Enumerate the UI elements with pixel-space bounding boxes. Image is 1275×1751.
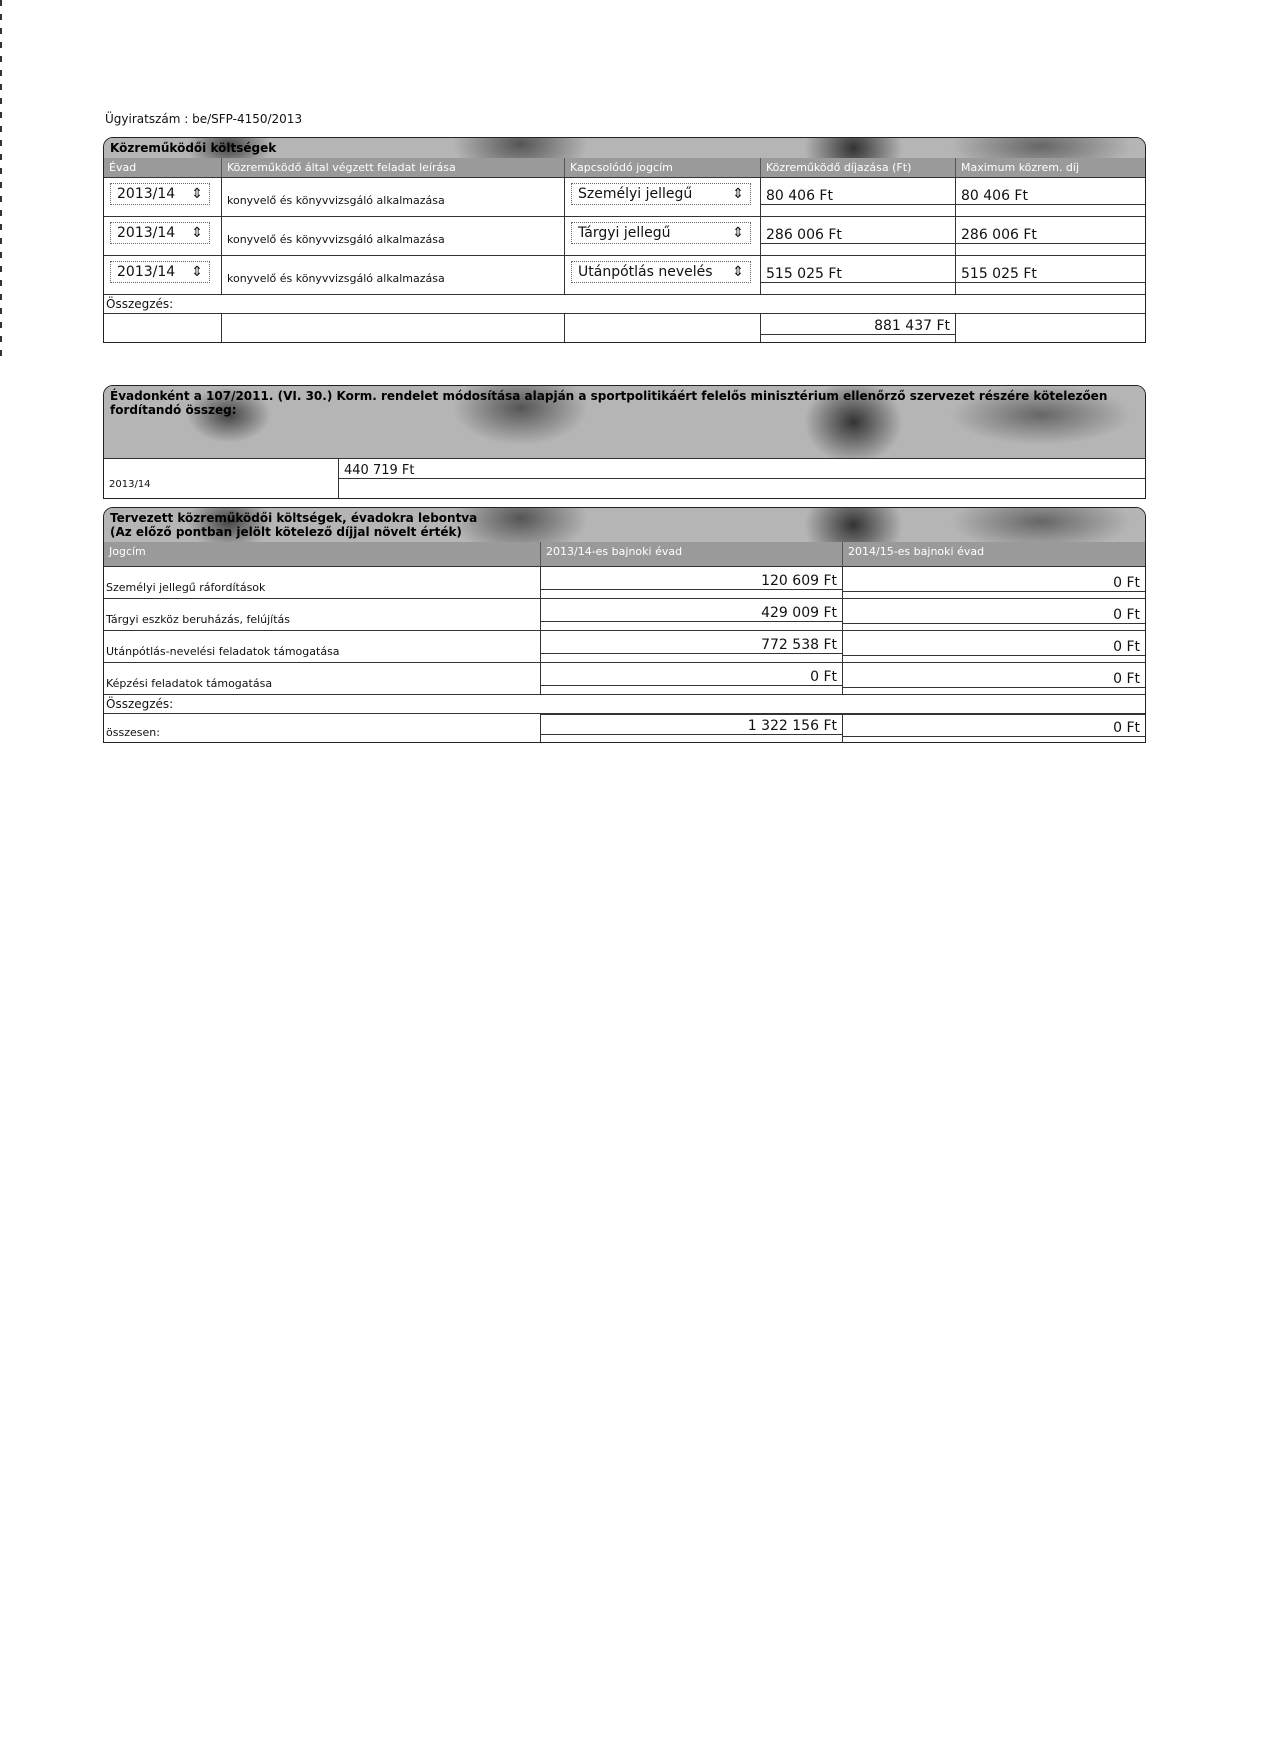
task-description: konyvelő és könyvvizsgáló alkalmazása [222, 256, 565, 294]
section-title: Közreműködői költségek [104, 138, 1145, 158]
season-2-value[interactable]: 0 Ft [843, 575, 1145, 592]
col-season-1: 2013/14-es bajnoki évad [541, 542, 843, 566]
col-fee: Közreműködő díjazása (Ft) [761, 158, 956, 177]
category-label: Utánpótlás-nevelési feladatok támogatása [104, 631, 541, 662]
fee-total: 881 437 Ft [761, 318, 955, 335]
season-2-value[interactable]: 0 Ft [843, 639, 1145, 656]
season-1-value[interactable]: 429 009 Ft [541, 605, 842, 622]
contributor-costs-panel [103, 137, 1146, 343]
table-row [104, 177, 1145, 216]
col-max: Maximum közrem. díj [961, 161, 1080, 174]
max-fee: 286 006 Ft [956, 227, 1145, 244]
category-label: Képzési feladatok támogatása [104, 663, 541, 694]
total-season-1: 1 322 156 Ft [541, 718, 842, 735]
fee-input[interactable]: 515 025 Ft [761, 266, 955, 283]
title-line-2: (Az előző pontban jelölt kötelező díjjal növelt érték) [110, 525, 462, 539]
mandatory-amount-panel [103, 385, 1146, 499]
season-label: 2013/14 [104, 459, 339, 499]
spinner-icon: ⇕ [191, 186, 203, 202]
spinner-icon: ⇕ [732, 186, 744, 202]
category-label: Személyi jellegű ráfordítások [104, 567, 541, 598]
season-select[interactable]: 2013/14 ⇕ [110, 261, 210, 283]
col-category: Kapcsolódó jogcím [565, 158, 761, 177]
mandatory-amount: 440 719 Ft [339, 463, 1145, 479]
column-headers [104, 542, 1145, 566]
summary-label: Összegzés: [104, 294, 1145, 313]
table-row [104, 216, 1145, 255]
total-season-2: 0 Ft [843, 720, 1145, 737]
col-season-2: 2014/15-es bajnoki évad [848, 545, 985, 558]
col-task: Közreműködő által végzett feladat leírása [222, 158, 565, 177]
max-fee: 515 025 Ft [956, 266, 1145, 283]
season-2-value[interactable]: 0 Ft [843, 671, 1145, 688]
max-fee: 80 406 Ft [956, 188, 1145, 205]
spinner-icon: ⇕ [191, 225, 203, 241]
summary-row [104, 313, 1145, 342]
season-1-value[interactable]: 772 538 Ft [541, 637, 842, 654]
task-description: konyvelő és könyvvizsgáló alkalmazása [222, 217, 565, 255]
total-label: összesen: [104, 714, 541, 742]
season-1-value[interactable]: 120 609 Ft [541, 573, 842, 590]
table-row [104, 598, 1145, 630]
col-season: Évad [104, 158, 222, 177]
season-2-value[interactable]: 0 Ft [843, 607, 1145, 624]
section-title [104, 508, 1145, 542]
fee-input[interactable]: 286 006 Ft [761, 227, 955, 244]
col-category: Jogcím [104, 542, 541, 566]
category-select[interactable]: Személyi jellegű ⇕ [571, 183, 751, 205]
table-row [104, 458, 1145, 499]
column-headers [104, 158, 1145, 177]
planned-costs-panel [103, 507, 1146, 743]
title-line-1: Tervezett közreműködői költségek, évadokra lebontva [110, 511, 478, 525]
season-select[interactable]: 2013/14 ⇕ [110, 222, 210, 244]
season-1-value[interactable]: 0 Ft [541, 669, 842, 686]
spinner-icon: ⇕ [732, 225, 744, 241]
summary-row [104, 713, 1145, 742]
case-number: Ügyiratszám : be/SFP-4150/2013 [105, 112, 303, 126]
table-row [104, 662, 1145, 694]
category-select[interactable]: Tárgyi jellegű ⇕ [571, 222, 751, 244]
category-select[interactable]: Utánpótlás nevelés ⇕ [571, 261, 751, 283]
fee-input[interactable]: 80 406 Ft [761, 188, 955, 205]
category-label: Tárgyi eszköz beruházás, felújítás [104, 599, 541, 630]
table-row [104, 255, 1145, 294]
table-row [104, 566, 1145, 598]
task-description: konyvelő és könyvvizsgáló alkalmazása [222, 178, 565, 216]
summary-label: Összegzés: [104, 694, 1145, 713]
season-select[interactable]: 2013/14 ⇕ [110, 183, 210, 205]
spinner-icon: ⇕ [191, 264, 203, 280]
table-row [104, 630, 1145, 662]
spinner-icon: ⇕ [732, 264, 744, 280]
section-title: Évadonként a 107/2011. (VI. 30.) Korm. rendelet módosítása alapján a sportpolitikáért felelős minisztérium ellenőrző szervezet részére kötelezően fordítandó összeg: [104, 386, 1145, 458]
scan-margin-mark [0, 0, 2, 360]
